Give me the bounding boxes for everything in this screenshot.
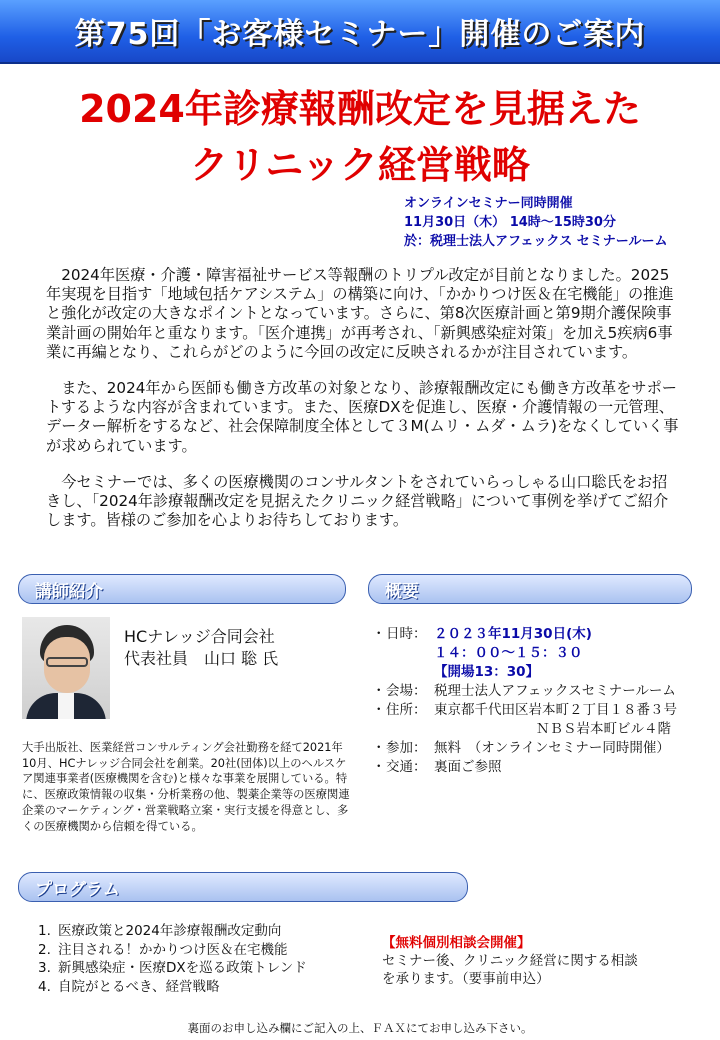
speaker-affiliation [124,626,278,670]
list-item: 4. 自院がとるべき、経営戦略 [38,978,220,995]
list-item: 3. 新興感染症・医療DXを巡る政策トレンド [38,960,307,976]
overview-date-row: ・ 日時： ２０２３年11月30日(木) [372,626,592,642]
intro-text [46,266,682,547]
speaker-photo [22,617,110,719]
overview-venue-row: ・ 会場： 税理士法人アフェックスセミナールーム [372,683,676,699]
overview-fee: 無料 （オンラインセミナー同時開催） [434,740,670,756]
consultation-heading: 【無料個別相談会開催】 [382,935,531,951]
speaker-bio: 大手出版社、医業経営コンサルティング会社勤務を経て2021年10月、HCナレッジ合同会社を創業。20社(団体)以上のヘルスケア関連事業者(医療機関を含む)と様々な事業を展開している。特に、医療政策情報の収集・分析業務の他、製薬企業等の医療関連企業のマーケティング・営業戦略立案・実行支援を得意とし、多くの医療機関から信頼を得ている。 [22,741,350,833]
online-info [404,194,668,251]
overview-time: １４：００～１５：３０ [434,645,583,661]
consultation-line1: セミナー後、クリニック経営に関する相談 [382,953,638,969]
consultation-info [382,934,638,988]
program-section-header [18,872,468,902]
intro-paragraph-2: また、2024年から医師も働き方改革の対象となり、診療報酬改定にも働き方改革をサポートするような内容が含まれています。また、医療DXを促進し、医療・介護情報の一元管理、データー解析をするなど、社会保障制度全体として３M(ムリ・ムダ・ムラ)をなくしていく事が求められています。 [46,379,679,455]
overview-transport-row: ・ 交通： 裏面ご参照 [372,759,502,775]
header-banner [0,0,720,64]
main-title-line2: クリニック経営戦略 [190,143,530,187]
overview-date: ２０２３年11月30日(木) [434,626,592,642]
overview-fee-row: ・ 参加： 無料 （オンラインセミナー同時開催） [372,740,670,756]
list-item: 2. 注目される！かかりつけ医＆在宅機能 [38,941,288,958]
overview-open: 【開場13：30】 [434,664,540,680]
overview-section-header [368,574,692,604]
speaker-name: 代表社員 山口 聡 氏 [124,649,279,668]
speaker-company: HCナレッジ合同会社 [124,627,275,646]
banner-title: 第75回「お客様セミナー」開催のご案内 [74,17,646,52]
overview-address1: 東京都千代田区岩本町２丁目１８番３号 [434,702,677,718]
overview-venue: 税理士法人アフェックスセミナールーム [434,683,676,699]
speaker-section-header [18,574,346,604]
program-list [38,922,307,996]
online-line2: 11月30日（木） 14時～15時30分 [404,215,616,230]
speaker-section-label: 講師紹介 [35,581,103,602]
list-item: 1. 医療政策と2024年診療報酬改定動向 [38,923,282,939]
overview-transport: 裏面ご参照 [434,759,502,775]
overview-section-label: 概要 [385,581,419,602]
online-line3: 於：税理士法人アフェックス セミナールーム [404,234,668,249]
intro-paragraph-3: 今セミナーでは、多くの医療機関のコンサルタントをされていらっしゃる山口聡氏をお招きし、「2024年診療報酬改定を見据えたクリニック経営戦略」について事例を挙げてご紹介します。皆様のご参加を心よりお待ちしております。 [46,472,669,530]
main-title-line1: 2024年診療報酬改定を見据えた [79,87,641,131]
overview-address2: ＮＢＳ岩本町ビル４階 [536,721,671,737]
intro-paragraph-1: 2024年医療・介護・障害福祉サービス等報酬のトリプル改定が目前となりました。2025年実現を目指す「地域包括ケアシステム」の構築に向け、「かかりつけ医＆在宅機能」の推進と強化が改定の大きなポイントとなっています。さらに、第8次医療計画と第9期介護保険事業計画の開始年と重なります。「医介連携」が再考され、「新興感染症対策」を加え5疾病6事業に再編となり、これらがどのように今回の改定に反映されるかが注目されています。 [46,266,674,361]
consultation-line2: を承ります。（要事前申込） [382,971,550,987]
overview-address-row: ・ 住所： 東京都千代田区岩本町２丁目１８番３号 [372,702,677,718]
program-section-label: プログラム [35,879,120,900]
footer-note: 裏面のお申し込み欄にご記入の上、ＦＡＸにてお申し込み下さい。 [187,1021,533,1035]
overview-details [372,625,677,777]
online-line1: オンラインセミナー同時開催 [404,196,573,211]
